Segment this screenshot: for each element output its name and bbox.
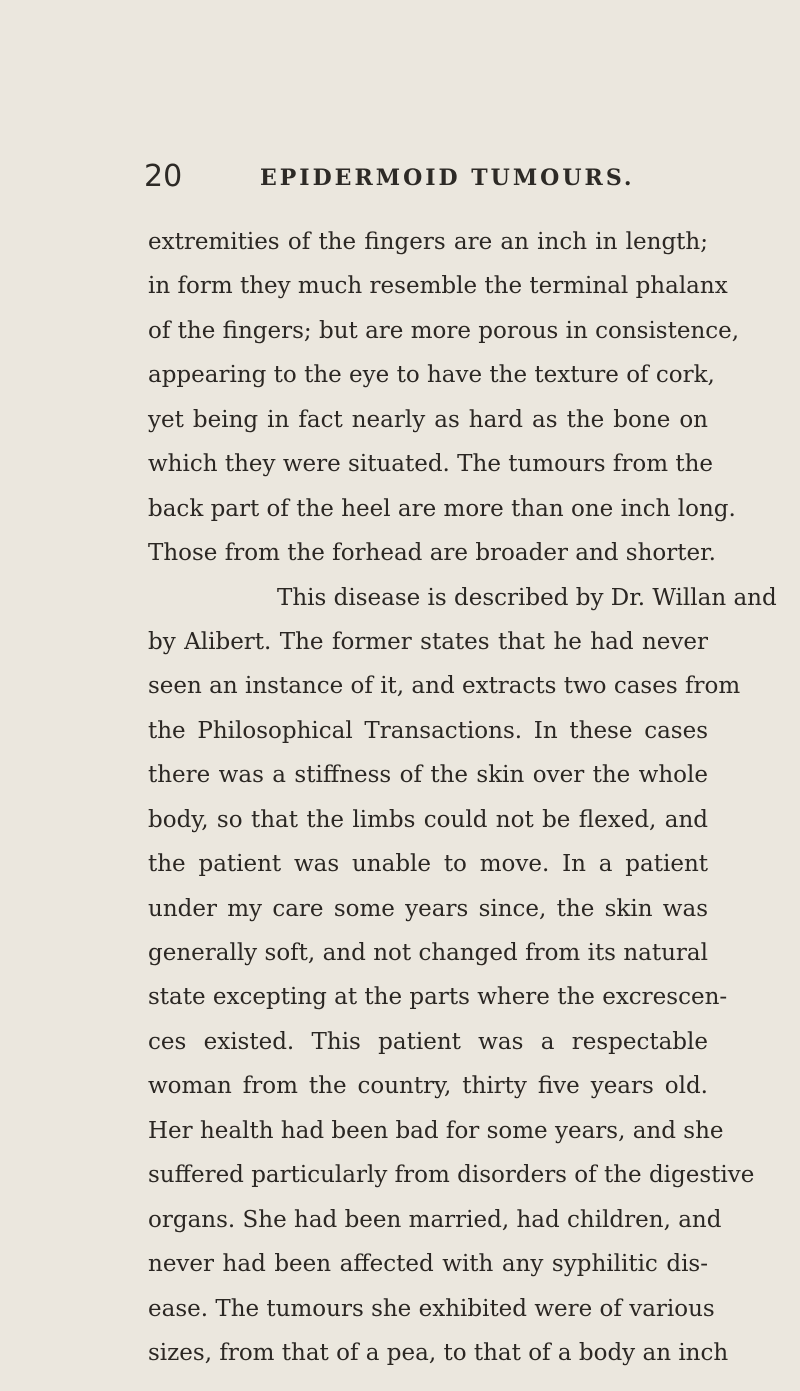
running-title: EPIDERMOID TUMOURS.: [260, 165, 635, 191]
text-line: Those from the forhead are broader and shorter.: [148, 540, 716, 567]
text-line: ease. The tumours she exhibited were of various: [148, 1295, 715, 1322]
text-line: sizes, from that of a pea, to that of a body an inch: [148, 1339, 729, 1366]
text-line: of the fingers; but are more porous in consistence,: [148, 317, 740, 344]
text-line: body, so that the limbs could not be flexed, and: [148, 806, 708, 833]
text-line: there was a stiffness of the skin over the whole: [148, 762, 708, 789]
text-line: the Philosophical Transactions. In these cases: [148, 717, 708, 744]
text-line: ces existed. This patient was a respectable: [148, 1028, 708, 1055]
text-line: generally soft, and not changed from its natural: [148, 940, 708, 966]
text-line: state excepting at the parts where the excrescen-: [148, 984, 728, 1011]
text-line: the patient was unable to move. In a patient: [148, 851, 708, 878]
text-line: in form they much resemble the terminal phalanx: [148, 273, 728, 300]
text-line: never had been affected with any syphilitic dis-: [148, 1251, 708, 1278]
paragraph-start-line: This disease is described by Dr. Willan and: [277, 584, 777, 611]
text-line: under my care some years since, the skin was: [148, 895, 708, 922]
text-line: which they were situated. The tumours from the: [148, 451, 714, 478]
text-line: extremities of the fingers are an inch in length;: [148, 229, 708, 255]
text-line: by Alibert. The former states that he had never: [148, 628, 708, 655]
page-header: [144, 158, 712, 198]
text-line: yet being in fact nearly as hard as the bone on: [148, 406, 708, 433]
page-number: 20: [144, 159, 183, 194]
text-line: organs. She had been married, had children, and: [148, 1206, 722, 1233]
text-line: back part of the heel are more than one inch long.: [148, 495, 736, 522]
text-line: Her health had been bad for some years, and she: [148, 1117, 724, 1144]
text-line: appearing to the eye to have the texture of cork,: [148, 362, 715, 389]
body-text: [148, 220, 777, 1375]
text-line: seen an instance of it, and extracts two cases from: [148, 673, 741, 700]
text-line: suffered particularly from disorders of the digestive: [148, 1162, 755, 1189]
text-line: woman from the country, thirty five years old.: [148, 1073, 708, 1100]
